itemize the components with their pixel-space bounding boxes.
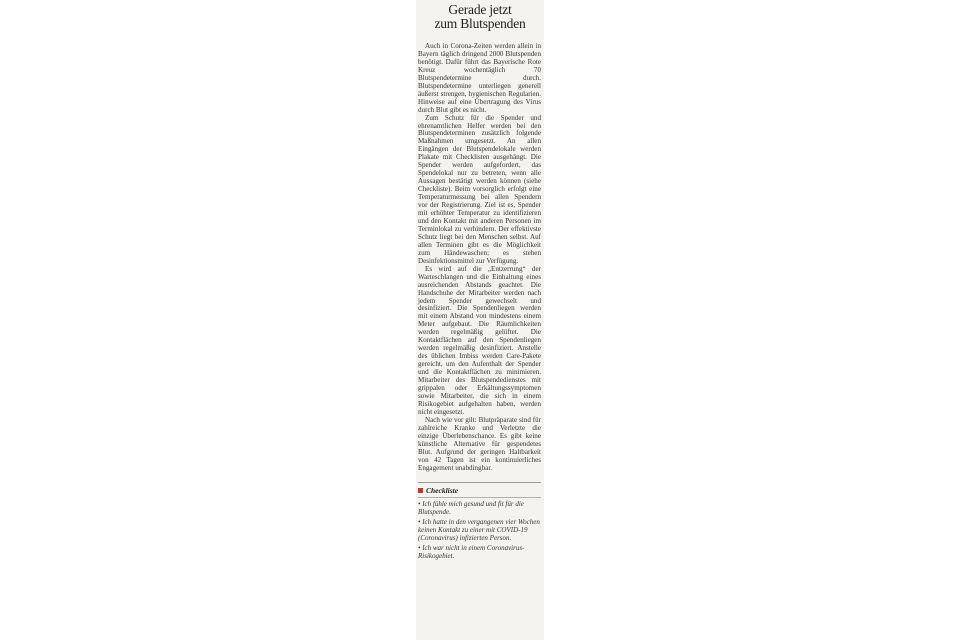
checklist-item: • Ich hatte in den vergangenen vier Wochen keinen Kontakt zu einer mit COVID-19 (Coronavirus) infizierten Person. (418, 518, 540, 543)
checklist-divider (418, 497, 541, 498)
article-body (416, 43, 544, 472)
checklist-box (416, 482, 544, 560)
article-paragraph: Zum Schutz für die Spender und ehrenamtlichen Helfer werden bei den Blutspendeterminen zusätzlich folgende Maßnahmen umgesetzt. An allen Eingängen der Blutspendelokale werden Plakate mit Checklisten ausgehängt. Die Spender werden aufgefordert, das Spendelokal nur zu betreten, wenn alle Aussagen bestätigt werden können (siehe Checkliste). Beim vorsorglich erfolgt eine Temperaturmessung bei allen Spendern vor der Registrierung. Ziel ist es, Spender mit erhöhter Temperatur zu identifizieren und den Kontakt mit anderen Personen im Terminlokal zu verhindern. Der effektivste Schutz liegt bei den Menschen selbst. Auf allen Terminen gibt es die Möglichkeit zum Händewaschen; es stehen Desinfektionsmittel zur Verfügung. (418, 113, 541, 265)
article-headline (416, 3, 544, 31)
red-square-icon (418, 488, 423, 493)
checklist-top-rule (418, 482, 541, 483)
article-paragraph: Nach wie vor gilt: Blutpräparate sind für zahlreiche Kranke und Verletzte die einzige Überlebenschance. Es gibt keine künstliche Alternative für gespendetes Blut. Aufgrund der geringen Haltbarkeit von 42 Tagen ist ein kontinuierliches Engagement unabdingbar. (418, 415, 541, 472)
checklist-heading (418, 486, 541, 495)
checklist-title: Checkliste (426, 486, 459, 496)
headline-line-2: zum Blutspenden (434, 16, 526, 31)
newspaper-clipping (416, 0, 544, 640)
article-paragraph: Es wird auf die „Entzerrung“ der Warteschlangen und die Einhaltung eines ausreichenden Abstands geachtet. Die Handschuhe der Mitarbeiter werden nach jedem Spender gewechselt und desinfiziert. Die Spendenliegen werden mit einem Abstand von mindestens einem Meter aufgebaut. Die Räumlichkeiten werden regelmäßig gelüftet. Die Kontaktflächen auf den Spendenliegen werden regelmäßig desinfiziert. Anstelle des üblichen Imbiss werden Care-Pakete gereicht, um den Aufenthalt der Spender und die Kontaktflächen zu minimieren. Mitarbeiter des Blutspendedienstes mit grippalen oder Erkältungssymptomen sowie Mitarbeiter, die sich in einem Risikogebiet aufgehalten haben, werden nicht eingesetzt. (418, 264, 541, 416)
headline-line-1: Gerade jetzt (448, 2, 512, 17)
checklist-item: • Ich fühle mich gesund und fit für die Blutspende. (418, 500, 524, 517)
checklist-item: • Ich war nicht in einem Coronavirus-Risikogebiet. (418, 544, 525, 560)
article-paragraph: Auch in Corona-Zeiten werden allein in Bayern täglich dringend 2000 Blutspenden benötigt. Dafür führt das Bayerische Rote Kreuz wochentäglich 70 Blutspendetermine durch. Blutspendetermine unterliegen generell äußerst strengen, hygienischen Regularien. Hinweise auf eine Übertragung des Virus durch Blut gibt es nicht. (418, 42, 541, 114)
